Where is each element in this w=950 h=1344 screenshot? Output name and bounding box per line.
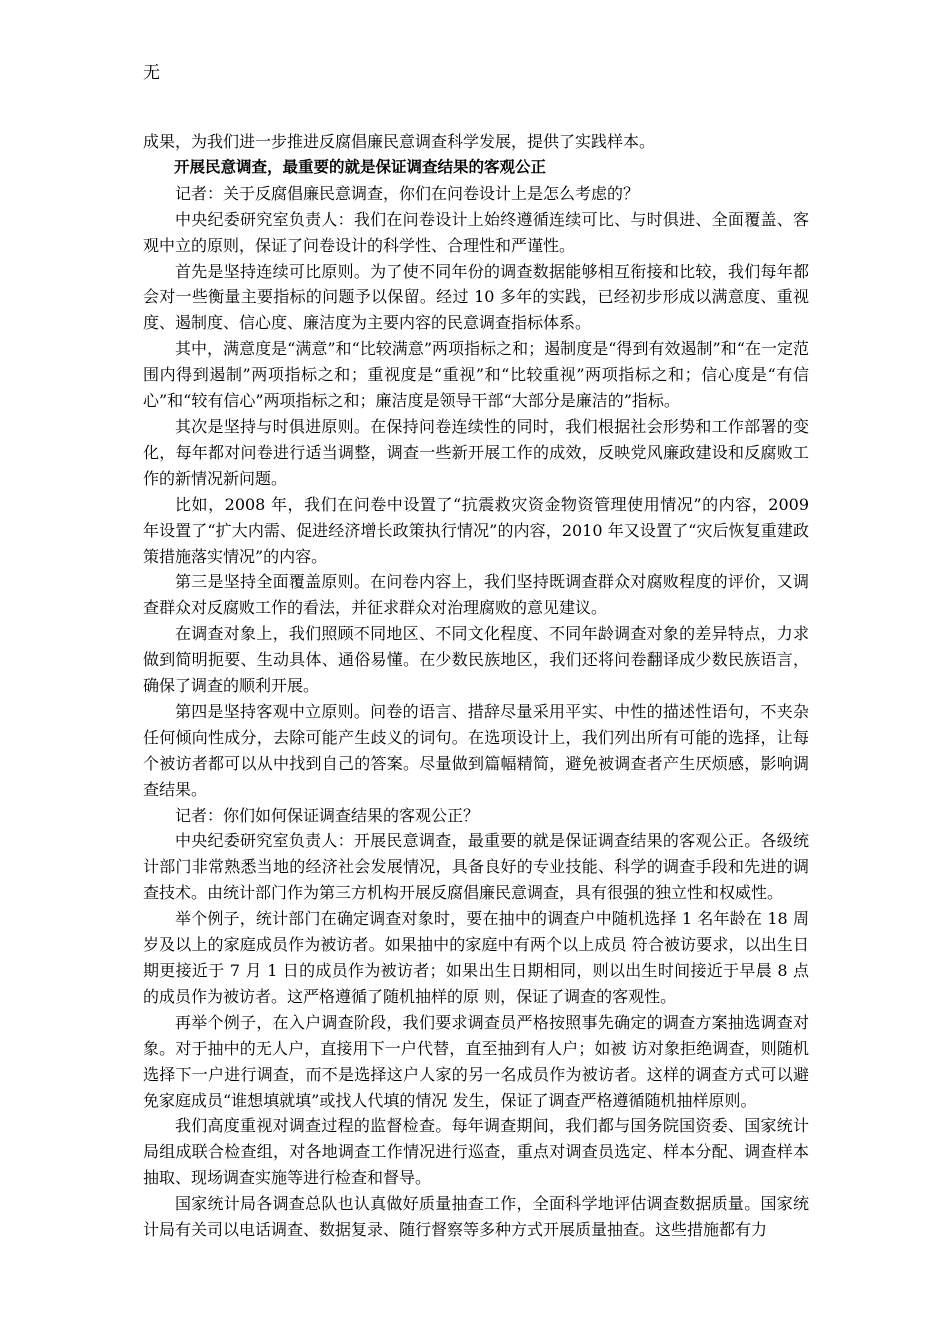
article-body — [143, 129, 809, 1243]
paragraph-principle-comparable: 首先是坚持连续可比原则。为了使不同年份的调查数据能够相互衔接和比较，我们每年都会对一些衡量主要指标的问题予以保留。经过 10 多年的实践，已经初步形成以满意度、重视度、遏制度、信心度、廉洁度为主要内容的民意调查指标体系。 — [143, 261, 809, 333]
paragraph-reporter-question-2: 记者：你们如何保证调查结果的客观公正？ — [175, 805, 480, 825]
section-heading: 开展民意调查，最重要的就是保证调查结果的客观公正 — [174, 157, 547, 176]
paragraph-reporter-question-1: 记者：关于反腐倡廉民意调查，你们在问卷设计上是怎么考虑的？ — [175, 183, 640, 203]
paragraph-example-household: 再举个例子，在入户调查阶段，我们要求调查员严格按照事先确定的调查方案抽选调查对象。对于抽中的无人户，直接用下一户代替，直至抽到有人户；如被 访对象拒绝调查，则随机选择下一户进行调查，而不是选择这户人家的另一名成员作为被访者。这样的调查方式可以避免家庭成员“谁想填就填”或找人代填的情况 发生，保证了调查严格遵循随机抽样原则。 — [143, 1012, 809, 1110]
paragraph-answer-intro: 中央纪委研究室负责人：我们在问卷设计上始终遵循连续可比、与时俱进、全面覆盖、客观中立的原则，保证了问卷设计的科学性、合理性和严谨性。 — [143, 209, 809, 255]
paragraph-examples-years: 比如，2008 年，我们在问卷中设置了“抗震救灾资金物资管理使用情况”的内容，2009 年设置了“扩大内需、促进经济增长政策执行情况”的内容，2010 年又设置了“灾后恢复重建政策措施落实情况”的内容。 — [143, 494, 809, 566]
paragraph-indicator-definitions: 其中，满意度是“满意”和“比较满意”两项指标之和；遏制度是“得到有效遏制”和“在一定范围内得到遏制”两项指标之和；重视度是“重视”和“比较重视”两项指标之和；信心度是“有信心”和“较有信心”两项指标之和；廉洁度是领导干部“大部分是廉洁的”指标。 — [143, 339, 809, 411]
paragraph-principle-coverage: 第三是坚持全面覆盖原则。在问卷内容上，我们坚持既调查群众对腐败程度的评价，又调查群众对反腐败工作的看法，并征求群众对治理腐败的意见建议。 — [143, 572, 809, 618]
paragraph-survey-subjects: 在调查对象上，我们照顾不同地区、不同文化程度、不同年龄调查对象的差异特点，力求做到简明扼要、生动具体、通俗易懂。在少数民族地区，我们还将问卷翻译成少数民族语言，确保了调查的顺利开展。 — [143, 624, 809, 696]
paragraph-supervision: 我们高度重视对调查过程的监督检查。每年调查期间，我们都与国务院国资委、国家统计局组成联合检查组，对各地调查工作情况进行巡查，重点对调查员选定、样本分配、调查样本抽取、现场调查实施等进行检查和督导。 — [143, 1116, 809, 1188]
paragraph-continuation: 成果，为我们进一步推进反腐倡廉民意调查科学发展，提供了实践样本。 — [143, 132, 656, 151]
paragraph-principle-neutral: 第四是坚持客观中立原则。问卷的语言、措辞尽量采用平实、中性的描述性语句，不夹杂任何倾向性成分，去除可能产生歧义的词句。在选项设计上，我们列出所有可能的选择，让每个被访者都可以从中找到自己的答案。尽量做到篇幅精简，避免被调查者产生厌烦感，影响调查结果。 — [143, 701, 809, 799]
header-mark: 无 — [143, 63, 160, 83]
paragraph-quality-check: 国家统计局各调查总队也认真做好质量抽查工作，全面科学地评估调查数据质量。国家统计局有关司以电话调查、数据复录、随行督察等多种方式开展质量抽查。这些措施都有力 — [143, 1194, 809, 1240]
paragraph-answer-objectivity: 中央纪委研究室负责人：开展民意调查，最重要的就是保证调查结果的客观公正。各级统计部门非常熟悉当地的经济社会发展情况，具备良好的专业技能、科学的调查手段和先进的调查技术。由统计部门作为第三方机构开展反腐倡廉民意调查，具有很强的独立性和权威性。 — [143, 831, 809, 903]
paragraph-principle-times: 其次是坚持与时俱进原则。在保持问卷连续性的同时，我们根据社会形势和工作部署的变化，每年都对问卷进行适当调整，调查一些新开展工作的成效，反映党风廉政建设和反腐败工作的新情况新问题。 — [143, 416, 809, 488]
paragraph-example-selection: 举个例子，统计部门在确定调查对象时，要在抽中的调查户中随机选择 1 名年龄在 18 周岁及以上的家庭成员作为被访者。如果抽中的家庭中有两个以上成员 符合被访要求，以出生日期更接近于 7 月 1 日的成员作为被访者；如果出生日期相同，则以出生时间接近于早晨 8 点的成员作为被访者。这严格遵循了随机抽样的原 则，保证了调查的客观性。 — [143, 909, 809, 1006]
